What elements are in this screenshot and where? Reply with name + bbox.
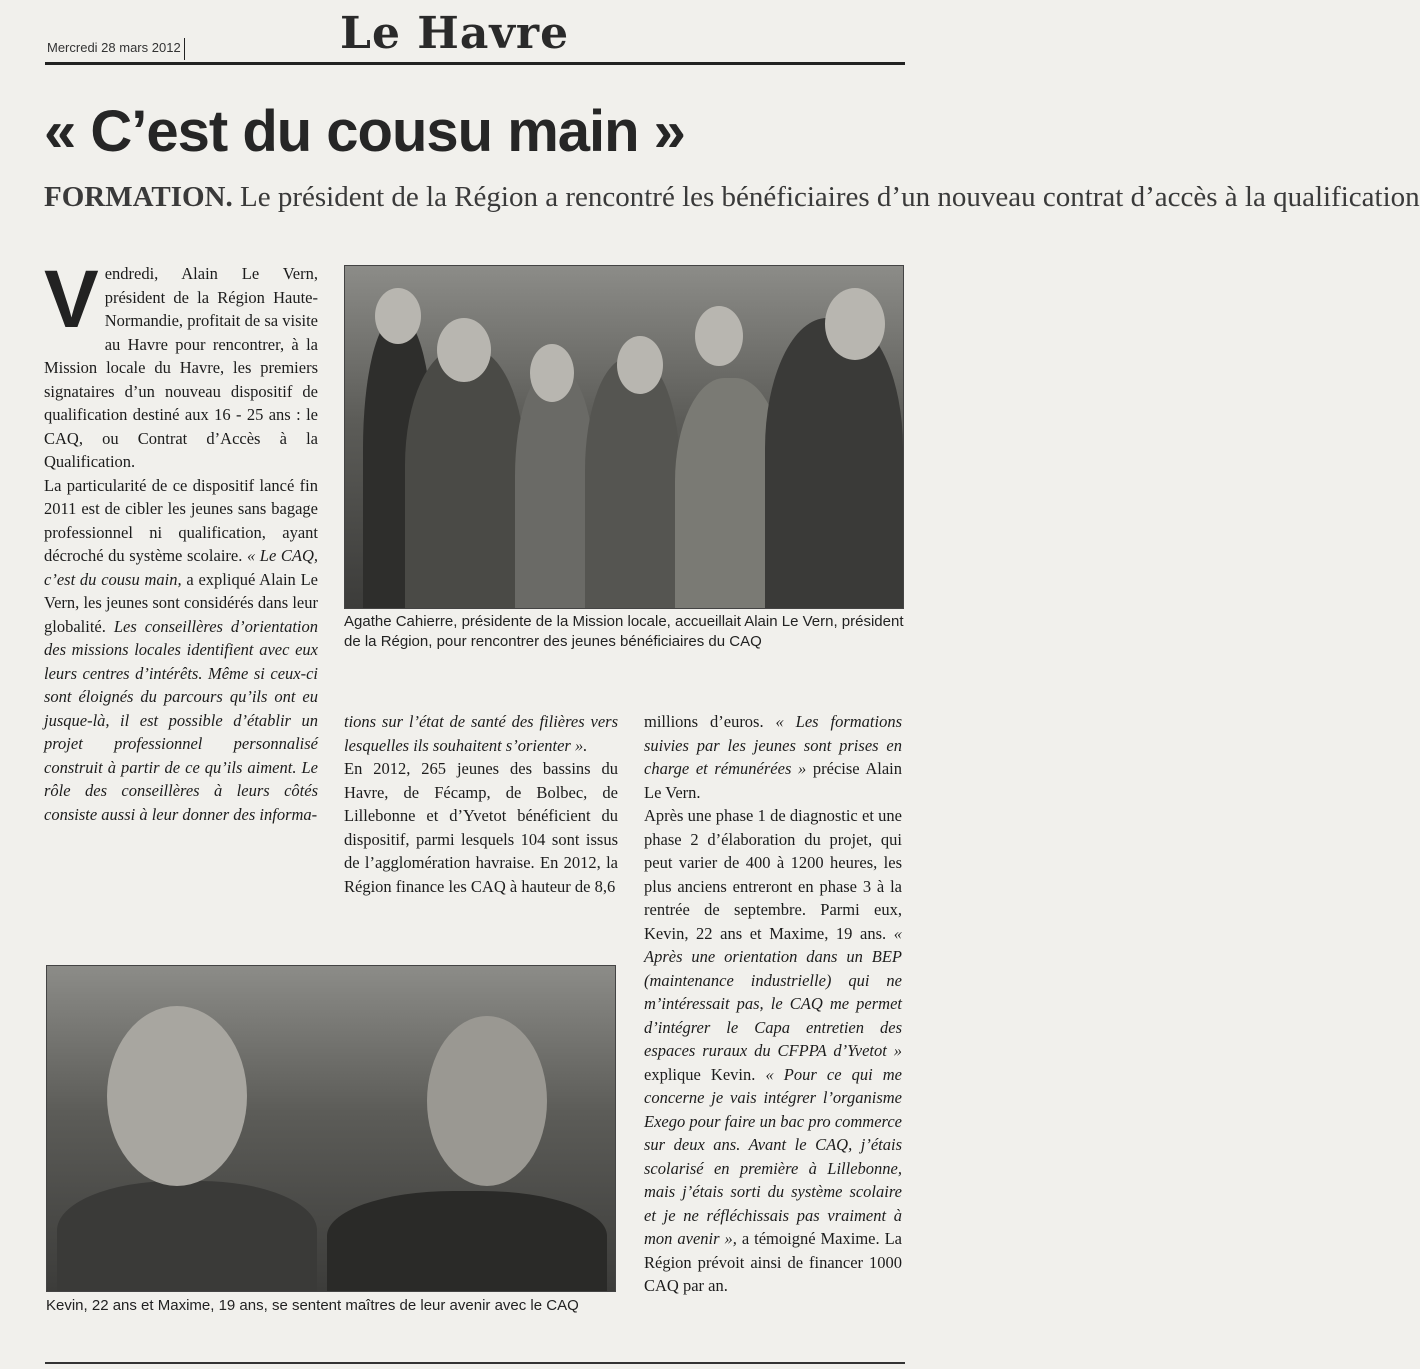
date-separator [184, 38, 185, 60]
subhead-kicker: FORMATION. [44, 181, 233, 213]
column-3-paragraph-2 [644, 804, 902, 1298]
quote-cousu-main: « Le CAQ, c’est du cousu main, [44, 546, 319, 589]
col3-text-a: millions d’euros. [644, 712, 764, 731]
article-column-3 [644, 710, 902, 1350]
drop-cap: V [44, 254, 99, 345]
col3-text-p2: Après une phase 1 de diagnostic et une phase 2 d’élaboration du projet, qui peut varier de 400 à 1200 heures, les plus anciens entreront en phase 3 à la rentrée de septembre. Parmi eux, Kevin, 22 ans et Maxime, 19 ans. [644, 806, 902, 943]
portrait-photo-caption: Kevin, 22 ans et Maxime, 19 ans, se sentent maîtres de leur avenir avec le CAQ [46, 1297, 579, 1314]
group-photo-caption: Agathe Cahierre, présidente de la Mission locale, accueillait Alain Le Vern, président de la Région, pour rencontrer des jeunes bénéficiaires du CAQ [344, 613, 904, 650]
subhead-text: Le président de la Région a rencontré les bénéficiaires d’un nouveau contrat d’accès à la qualification [240, 181, 1420, 213]
portrait-photo [46, 965, 616, 1292]
paragraph-2-text: La particularité de ce dispositif lancé fin 2011 est de cibler les jeunes sans bagage professionnel ni qualification, ayant décroché du système scolaire. [44, 475, 318, 565]
col3-text-d: a témoigné Maxime. La Région prévoit ainsi de financer 1000 CAQ par an. [644, 1229, 902, 1295]
header-rule [45, 62, 905, 65]
article-headline: « C’est du cousu main » [44, 99, 685, 164]
paragraph-2 [44, 474, 318, 827]
column-3-paragraph-1 [644, 710, 902, 804]
col3-text-c: explique Kevin. [644, 1064, 756, 1084]
quote-maxime: « Pour ce qui me concerne je vais intégrer l’organisme Exego pour faire un bac pro commerce sur deux ans. Avant le CAQ, j’étais scolarisé en première à Lillebonne, mais j’étais sorti du système scolaire et je ne réfléchissais pas vraiment à mon avenir », [644, 1064, 903, 1248]
article-column-1 [44, 254, 319, 950]
quote-kevin: « Après une orientation dans un BEP (maintenance industrielle) qui ne m’intéressait pas, le CAQ me permet d’intégrer le Capa entretien des espaces ruraux du CFPPA d’Yvetot » [644, 923, 902, 1060]
paragraph-intro: endredi, Alain Le Vern, président de la Région Haute-Normandie, profitait de sa visite au Havre pour rencontrer, à la Mission locale du Havre, les premiers signataires d’un nouveau dispositif de qualification destiné aux 16 - 25 ans : le CAQ, ou Contrat d’Accès à la Qualification. [44, 264, 318, 471]
column-2-paragraph: En 2012, 265 jeunes des bassins du Havre, de Fécamp, de Bolbec, de Lillebonne et d’Yvetot bénéficient du dispositif, parmi lesquels 104 sont issus de l’agglomération havraise. En 2012, la Région finance les CAQ à hauteur de 8,6 [344, 759, 618, 896]
column-2-quote [344, 710, 618, 757]
quote-filieres: tions sur l’état de santé des filières vers lesquelles ils souhaitent s’orienter ». [344, 712, 618, 755]
paragraph-2-attribution: a expliqué Alain Le Vern, les jeunes sont considérés dans leur globalité. [44, 569, 318, 636]
footer-rule [45, 1362, 905, 1364]
article-subhead [44, 178, 1420, 216]
col3-text-b: précise Alain Le Vern. [644, 759, 902, 802]
quote-conseilleres: Les conseillères d’orientation des missions locales identifient avec eux leurs centres d’intérêts. Même si ceux-ci sont éloignés du parcours qu’ils ont eu jusque-là, il est possible d’établir un projet professionnel personnalisé construit à partir de ce qu’ils aiment. Le rôle des conseillères à leurs côtés consiste aussi à leur donner des informa- [44, 616, 318, 824]
publication-date: Mercredi 28 mars 2012 [47, 40, 181, 55]
article-column-2 [344, 710, 618, 950]
group-photo [344, 265, 904, 609]
quote-formations: « Les formations suivies par les jeunes sont prises en charge et rémunérées » [644, 712, 903, 778]
section-title: Le Havre [340, 8, 570, 59]
